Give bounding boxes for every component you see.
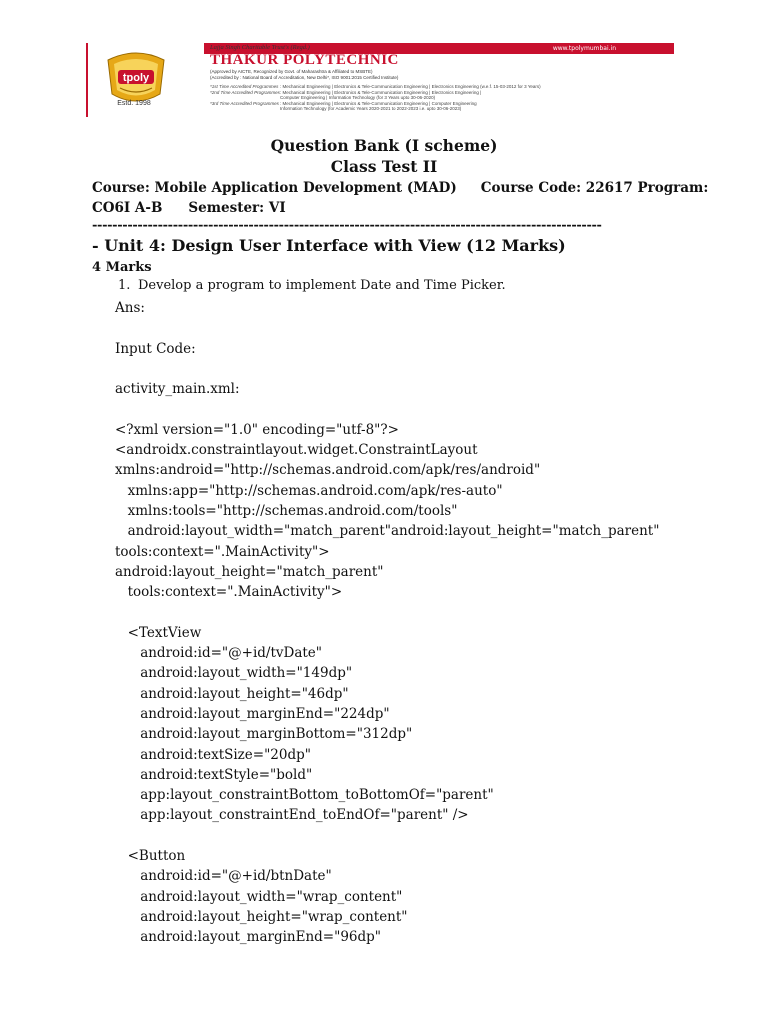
accreditation-row — [210, 106, 670, 112]
letterhead — [86, 43, 674, 117]
code-line: <Button — [127, 848, 186, 865]
code-line: app:layout_constraintEnd_toEndOf="parent" /> — [140, 807, 469, 824]
separator-line: ----------------------------------------------------------------------------------------------------- — [92, 219, 602, 233]
code-line: android:layout_height="46dp" — [140, 685, 349, 702]
question-number: 1. — [118, 278, 131, 293]
code-line: xmlns:app="http://schemas.android.com/apk/res-auto" — [127, 482, 503, 499]
code-line: <?xml version="1.0" encoding="utf-8"?> — [115, 421, 399, 438]
code-line: xmlns:tools="http://schemas.android.com/tools" — [127, 502, 458, 519]
code-line: android:textStyle="bold" — [140, 766, 313, 783]
code-line: app:layout_constraintBottom_toBottomOf="parent" — [140, 787, 494, 804]
code-line: android:textSize="20dp" — [140, 746, 311, 763]
letterhead-rule — [86, 43, 88, 117]
code-line: tools:context=".MainActivity"> — [115, 543, 330, 560]
code-line: Input Code: — [115, 340, 196, 357]
accreditation-label — [210, 106, 280, 112]
course-info — [92, 178, 709, 198]
code-line: android:layout_width="wrap_content" — [140, 888, 403, 905]
code-line: xmlns:android="http://schemas.android.com/apk/res/android" — [115, 462, 541, 479]
accreditation-label: *3rd Time Accredited Programmes — [210, 100, 279, 106]
code-line: activity_main.xml: — [115, 381, 240, 398]
blank-line — [0, 318, 768, 338]
code-line: android:id="@+id/btnDate" — [140, 868, 332, 885]
code-line: android:layout_marginEnd="96dp" — [140, 929, 381, 946]
accreditation-text: : Mechanical Engineering | Electronics & Tele-Communication Engineering | Electronics Engineering (w.e.f. 15-03-2012 for 3 Years) — [280, 84, 541, 89]
answer-body — [0, 298, 768, 948]
blank-line — [0, 602, 768, 622]
approval-line: (Approved by AICTE, Recognized by Govt. of Maharashtra & Affiliated to MSBTE) — [210, 69, 373, 74]
code-line: android:layout_width="149dp" — [140, 665, 353, 682]
accreditation-label: *2nd Time Accredited Programmes — [210, 89, 280, 95]
college-emblem-icon — [104, 50, 168, 106]
program-info — [92, 198, 672, 218]
unit-heading: - Unit 4: Design User Interface with View (12 Marks) — [92, 236, 566, 255]
accreditation-list — [210, 84, 670, 112]
blank-line — [0, 399, 768, 419]
established-year: Estd. 1998 — [117, 100, 151, 107]
code-line: Ans: — [115, 300, 145, 316]
approval-line: (Accredited by : National Board of Accreditation, New Delhi*, ISO 9001:2015 Certified Institute) — [210, 74, 399, 80]
document-subtitle: Class Test II — [330, 157, 438, 176]
blank-line — [0, 826, 768, 846]
blank-line — [0, 359, 768, 379]
code-line: <TextView — [127, 624, 202, 641]
code-line: android:layout_height="match_parent" — [115, 563, 384, 580]
marks-heading: 4 Marks — [92, 260, 152, 275]
code-line: android:layout_height="wrap_content" — [140, 908, 408, 925]
semester: Semester: VI — [188, 200, 286, 216]
accreditation-text: Information Technology (for Academic Years 2020-2021 to 2022-2023 i.e. upto 30-06-2023) — [280, 106, 462, 111]
course-code: Course Code: 22617 Program: — [480, 180, 709, 196]
code-line: <androidx.constraintlayout.widget.ConstraintLayout — [115, 442, 478, 459]
question-item — [118, 278, 506, 293]
code-line: android:layout_marginEnd="224dp" — [140, 705, 390, 722]
letterhead-url: www.tpolymumbai.in — [552, 45, 616, 52]
code-line: android:layout_marginBottom="312dp" — [140, 726, 413, 743]
code-line: android:id="@+id/tvDate" — [140, 645, 323, 662]
program-name: CO6I A-B — [92, 200, 163, 216]
accreditation-text: : Mechanical Engineering | Electronics & Tele-Communication Engineering | Electronics Engineering | — [280, 89, 482, 95]
accreditation-text: Computer Engineering | Information Technology (for 3 Years upto 30-06-2020) — [280, 95, 436, 100]
accreditation-text: : Mechanical Engineering | Electronics & Tele-Communication Engineering | Computer Engineering — [280, 100, 477, 106]
accreditation-label: *1st Time Accredited Programmes — [210, 84, 279, 89]
svg-text:tpoly: tpoly — [122, 72, 150, 84]
question-text: Develop a program to implement Date and Time Picker. — [138, 278, 506, 293]
code-line: tools:context=".MainActivity"> — [127, 584, 343, 601]
course-name: Course: Mobile Application Development (MAD) — [92, 180, 457, 196]
institute-name: THAKUR POLYTECHNIC — [210, 52, 399, 68]
approval-text — [210, 69, 398, 80]
code-line: android:layout_width="match_parent"android:layout_height="match_parent" — [127, 523, 660, 540]
document-title: Question Bank (I scheme) — [270, 136, 498, 155]
trust-name: Lajja Singh Charitable Trust's (Regd.) — [210, 44, 310, 51]
